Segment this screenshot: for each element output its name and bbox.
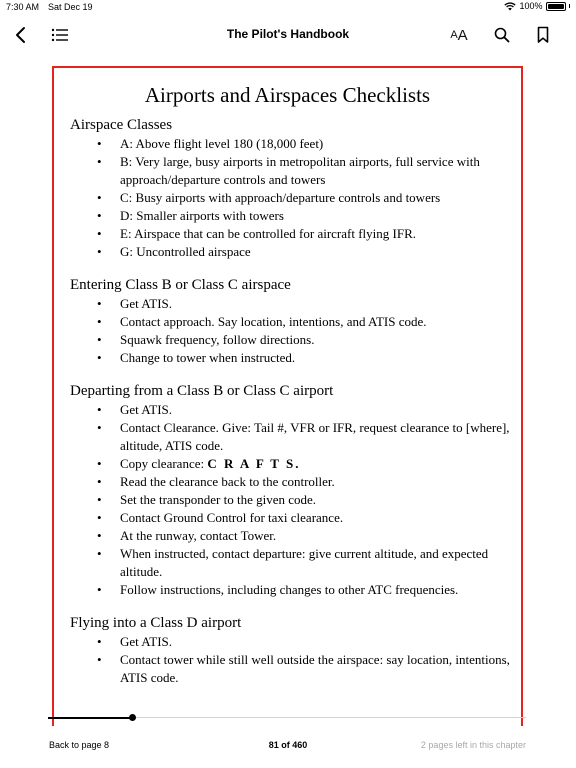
section-departing-class-b-c (70, 382, 521, 599)
status-time: 7:30 AM (6, 2, 40, 12)
battery-tip (569, 4, 571, 8)
list-item-text: Get ATIS. (120, 402, 172, 417)
list-item-text: At the runway, contact Tower. (120, 528, 277, 543)
scrubber-thumb[interactable] (129, 714, 136, 721)
bullet-dot: • (97, 154, 102, 169)
list-item-text: Copy clearance: (120, 456, 208, 471)
list-item-text: Contact tower while still well outside the airspace: say location, intentions, ATIS code. (120, 652, 510, 685)
section-entering-class-b-c (70, 276, 521, 367)
list-item (70, 243, 521, 261)
list-item (70, 401, 521, 419)
status-right (504, 1, 570, 11)
nav-bar (0, 18, 576, 52)
list-item (70, 207, 521, 225)
list-item-text: C: Busy airports with approach/departure controls and towers (120, 190, 441, 205)
list-item-text: B: Very large, busy airports in metropolitan airports, full service with approach/departure controls and towers (120, 154, 480, 187)
bullet-dot: • (97, 474, 102, 489)
bookmark-button[interactable] (531, 23, 555, 47)
list-item (70, 225, 521, 243)
list-item-text: A: Above flight level 180 (18,000 feet) (120, 136, 324, 151)
bullet-dot: • (97, 350, 102, 365)
bullet-dot: • (97, 296, 102, 311)
list-item-text: Change to tower when instructed. (120, 350, 296, 365)
list-item (70, 153, 521, 189)
status-date: Sat Dec 19 (48, 2, 93, 12)
list-item-text: Set the transponder to the given code. (120, 492, 317, 507)
bullet-dot: • (97, 456, 102, 471)
page-indicator: 81 of 460 (268, 740, 308, 750)
bullet-dot: • (97, 190, 102, 205)
list-item (70, 295, 521, 313)
bullet-dot: • (97, 226, 102, 241)
bullet-dot: • (97, 492, 102, 507)
list-item (70, 651, 521, 687)
section-airspace-classes (70, 116, 521, 261)
list-item-text: Contact Ground Control for taxi clearance. (120, 510, 344, 525)
bullet-dot: • (97, 136, 102, 151)
list-item (70, 313, 521, 331)
list-item (70, 349, 521, 367)
battery-icon (546, 2, 566, 11)
section-heading: Departing from a Class B or Class C airport (70, 383, 334, 399)
bullet-dot: • (97, 546, 102, 561)
pages-left-in-chapter: 2 pages left in this chapter (420, 740, 526, 750)
wifi-icon (504, 2, 516, 11)
list-item-text: D: Smaller airports with towers (120, 208, 284, 223)
back-to-page-link[interactable]: Back to page 8 (49, 740, 110, 750)
bullet-dot: • (97, 314, 102, 329)
scrubber-progress (48, 717, 132, 719)
bullet-dot: • (97, 582, 102, 597)
battery-percent: 100% (519, 1, 543, 11)
bookmark-icon (537, 26, 549, 44)
font-settings-button[interactable] (446, 23, 472, 47)
list-item (70, 581, 521, 599)
bullet-dot: • (97, 208, 102, 223)
list-item-text: Follow instructions, including changes to other ATC frequencies. (120, 582, 459, 597)
font-size-large-icon: A (457, 26, 468, 44)
crafts-acronym: C R A F T S (207, 456, 296, 471)
book-title: The Pilot's Handbook (226, 27, 350, 41)
list-item (70, 455, 521, 473)
list-item-text: Get ATIS. (120, 634, 172, 649)
list-item-text: Read the clearance back to the controller. (120, 474, 335, 489)
list-item-text: Contact approach. Say location, intentions, and ATIS code. (120, 314, 427, 329)
list-item (70, 527, 521, 545)
list-item (70, 135, 521, 153)
list-item (70, 189, 521, 207)
list-item-text: Squawk frequency, follow directions. (120, 332, 315, 347)
list-item-text: E: Airspace that can be controlled for aircraft flying IFR. (120, 226, 417, 241)
search-icon (494, 27, 510, 43)
list-item (70, 545, 521, 581)
footer (0, 740, 576, 754)
list-item-text: Contact Clearance. Give: Tail #, VFR or IFR, request clearance to [where], altitude, ATIS code. (120, 420, 510, 453)
bullet-dot: • (97, 652, 102, 667)
search-button[interactable] (490, 23, 514, 47)
status-bar (0, 0, 576, 14)
section-flying-into-class-d (70, 614, 521, 687)
page-scrubber[interactable] (48, 717, 526, 718)
crafts-period: . (295, 456, 301, 471)
section-heading: Flying into a Class D airport (70, 615, 242, 631)
font-size-small-icon: A (450, 29, 458, 41)
bullet-dot: • (97, 244, 102, 259)
bullet-dot: • (97, 420, 102, 435)
list-item (70, 633, 521, 651)
list-item (70, 331, 521, 349)
bullet-dot: • (97, 402, 102, 417)
list-item (70, 473, 521, 491)
bullet-dot: • (97, 332, 102, 347)
list-item-text: When instructed, contact departure: give current altitude, and expected altitude. (120, 546, 489, 579)
bullet-dot: • (97, 528, 102, 543)
bullet-dot: • (97, 634, 102, 649)
bullet-list (70, 295, 521, 367)
bullet-list (70, 135, 521, 261)
bullet-list (70, 633, 521, 687)
list-item (70, 509, 521, 527)
list-item (70, 491, 521, 509)
section-heading: Entering Class B or Class C airspace (70, 277, 291, 293)
page-title: Airports and Airspaces Checklists (144, 83, 431, 107)
bullet-list (70, 401, 521, 599)
list-item-text: G: Uncontrolled airspace (120, 244, 251, 259)
book-page (52, 66, 523, 726)
list-item-text: Get ATIS. (120, 296, 172, 311)
list-item (70, 419, 521, 455)
section-heading: Airspace Classes (70, 117, 173, 133)
bullet-dot: • (97, 510, 102, 525)
battery-fill (548, 4, 564, 9)
